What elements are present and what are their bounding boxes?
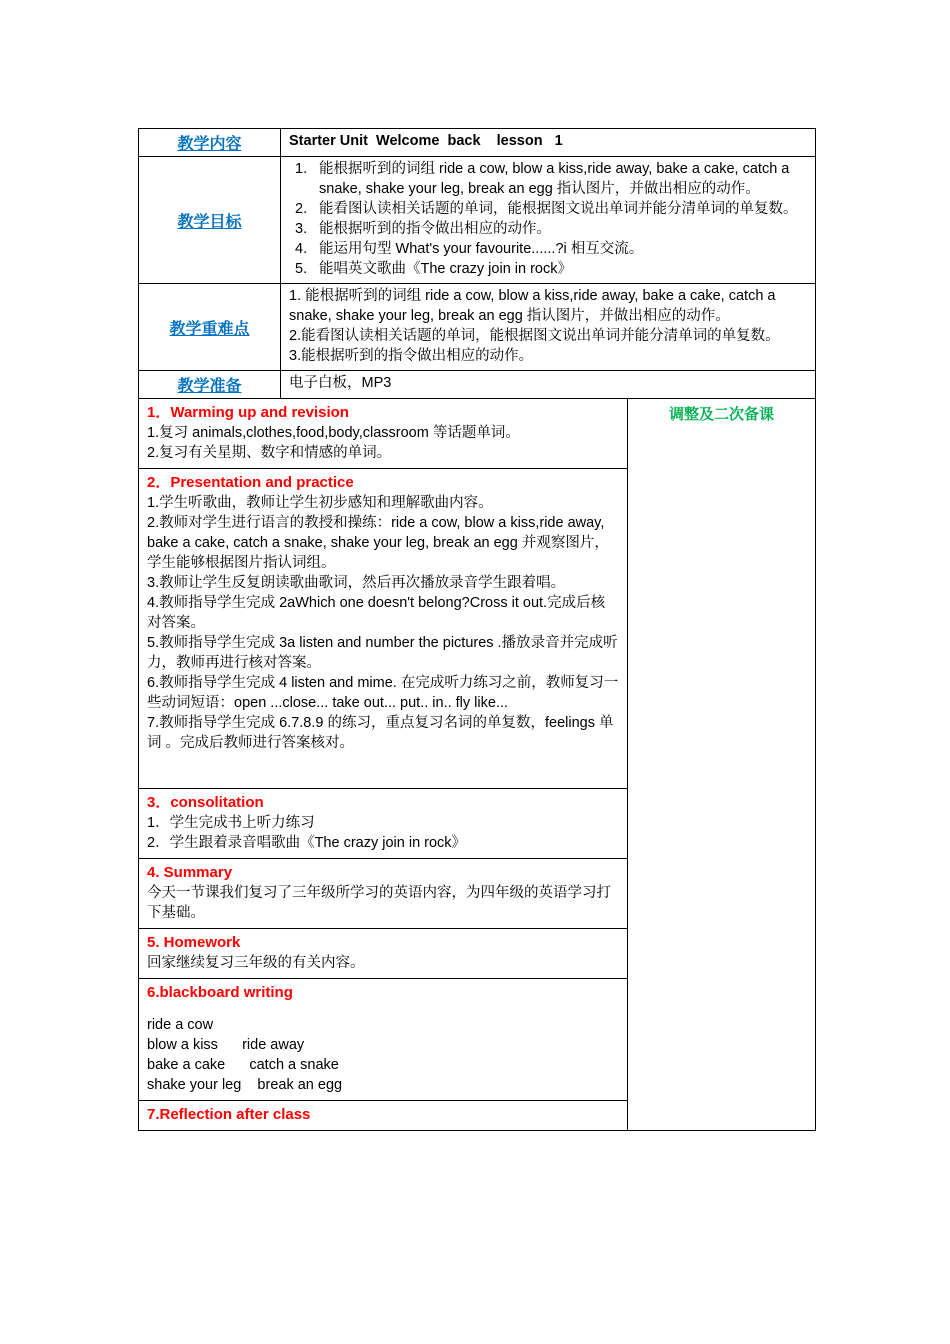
section-line: 回家继续复习三年级的有关内容。 bbox=[147, 955, 365, 971]
objective-text: 能根据听到的指令做出相应的动作。 bbox=[319, 221, 551, 237]
section-title: 7.Reflection after class bbox=[147, 1106, 311, 1123]
section-summary bbox=[139, 859, 627, 929]
section-line: 7.教师指导学生完成 6.7.8.9 的练习，重点复习名词的单复数，feelings 单词 。完成后教师进行答案核对。 bbox=[147, 715, 614, 751]
lesson-title: Starter Unit Welcome back lesson 1 bbox=[289, 133, 563, 149]
row-procedure bbox=[139, 399, 815, 1130]
blackboard-line: blow a kiss ride away bbox=[147, 1037, 305, 1053]
section-line: 1.复习 animals,clothes,food,body,classroom 等话题单词。 bbox=[147, 425, 520, 441]
objective-number: 3. bbox=[295, 221, 308, 237]
objective-text: 能看图认读相关话题的单词，能根据图文说出单词并能分清单词的单复数。 bbox=[319, 201, 798, 217]
section-line: 2.教师对学生进行语言的教授和操练：ride a cow, blow a kiss,ride away, bake a cake, catch a snake, shake your leg, break an egg 并观察图片，学生能够根据图片指认词组。 bbox=[147, 515, 609, 571]
section-title: 6.blackboard writing bbox=[147, 984, 293, 1001]
section-line: 1.学生听歌曲，教师让学生初步感知和理解歌曲内容。 bbox=[147, 495, 493, 511]
section-warming-up bbox=[139, 399, 627, 469]
notes-column-header: 调整及二次备课 bbox=[668, 406, 774, 423]
key-point-line: 1. 能根据听到的词组 ride a cow, blow a kiss,ride away, bake a cake, catch a snake, shake your leg, break an egg 指认图片，并做出相应的动作。 bbox=[289, 288, 776, 324]
section-line: 今天一节课我们复习了三年级所学习的英语内容，为四年级的英语学习打下基础。 bbox=[147, 885, 611, 921]
section-reflection bbox=[139, 1101, 627, 1130]
section-line: 3.教师让学生反复朗读歌曲歌词，然后再次播放录音学生跟着唱。 bbox=[147, 575, 566, 591]
row-key-points bbox=[139, 284, 815, 371]
blackboard-line: shake your leg break an egg bbox=[147, 1077, 343, 1093]
objective-number: 5. bbox=[295, 261, 308, 277]
section-line: 5.教师指导学生完成 3a listen and number the pictures .播放录音并完成听力，教师再进行核对答案。 bbox=[147, 635, 618, 671]
blackboard-line: ride a cow bbox=[147, 1017, 214, 1033]
label-preparation: 教学准备 bbox=[139, 371, 281, 398]
objective-number: 1. bbox=[295, 161, 308, 177]
section-title: 2．Presentation and practice bbox=[147, 474, 354, 491]
section-title: 3．consolitation bbox=[147, 794, 264, 811]
label-teaching-content: 教学内容 bbox=[139, 129, 281, 156]
preparation-cell: 电子白板，MP3 bbox=[289, 375, 392, 391]
key-point-line: 2.能看图认读相关话题的单词，能根据图文说出单词并能分清单词的单复数。 bbox=[289, 328, 780, 344]
key-points-cell bbox=[281, 284, 815, 370]
section-line: 1．学生完成书上听力练习 bbox=[147, 815, 315, 831]
section-line: 2.复习有关星期、数字和情感的单词。 bbox=[147, 445, 392, 461]
objective-text: 能运用句型 What's your favourite......?i 相互交流。 bbox=[319, 241, 644, 257]
section-line: 6.教师指导学生完成 4 listen and mime. 在完成听力练习之前，教师复习一些动词短语：open ...close... take out... put.. in.. fly like... bbox=[147, 675, 619, 711]
teaching-content-cell bbox=[281, 129, 815, 156]
section-presentation-practice bbox=[139, 469, 627, 789]
row-preparation bbox=[139, 371, 815, 399]
objective-number: 4. bbox=[295, 241, 308, 257]
label-key-points: 教学重难点 bbox=[139, 284, 281, 370]
section-blackboard-writing bbox=[139, 979, 627, 1101]
section-line: 2．学生跟着录音唱歌曲《The crazy join in rock》 bbox=[147, 835, 467, 851]
row-teaching-content bbox=[139, 129, 815, 157]
objective-item bbox=[289, 159, 807, 199]
objective-item bbox=[289, 259, 807, 279]
key-point-line: 3.能根据听到的指令做出相应的动作。 bbox=[289, 348, 534, 364]
blackboard-line: bake a cake catch a snake bbox=[147, 1057, 339, 1073]
section-title: 4. Summary bbox=[147, 864, 233, 881]
section-homework bbox=[139, 929, 627, 979]
objective-number: 2. bbox=[295, 201, 308, 217]
objective-text: 能根据听到的词组 ride a cow, blow a kiss,ride away, bake a cake, catch a snake, shake your leg, break an egg 指认图片，并做出相应的动作。 bbox=[319, 161, 790, 197]
objective-item bbox=[289, 199, 807, 219]
label-teaching-objectives: 教学目标 bbox=[139, 157, 281, 283]
objective-item bbox=[289, 239, 807, 259]
section-title: 1．Warming up and revision bbox=[147, 404, 349, 421]
section-title: 5. Homework bbox=[147, 934, 241, 951]
objective-item bbox=[289, 219, 807, 239]
notes-column bbox=[628, 399, 815, 1130]
section-consolidation bbox=[139, 789, 627, 859]
teaching-objectives-cell bbox=[281, 157, 815, 283]
row-teaching-objectives bbox=[139, 157, 815, 284]
lesson-plan-table bbox=[138, 128, 816, 1131]
section-line: 4.教师指导学生完成 2aWhich one doesn't belong?Cross it out.完成后核对答案。 bbox=[147, 595, 606, 631]
procedure-column bbox=[139, 399, 628, 1130]
objective-text: 能唱英文歌曲《The crazy join in rock》 bbox=[319, 261, 572, 277]
